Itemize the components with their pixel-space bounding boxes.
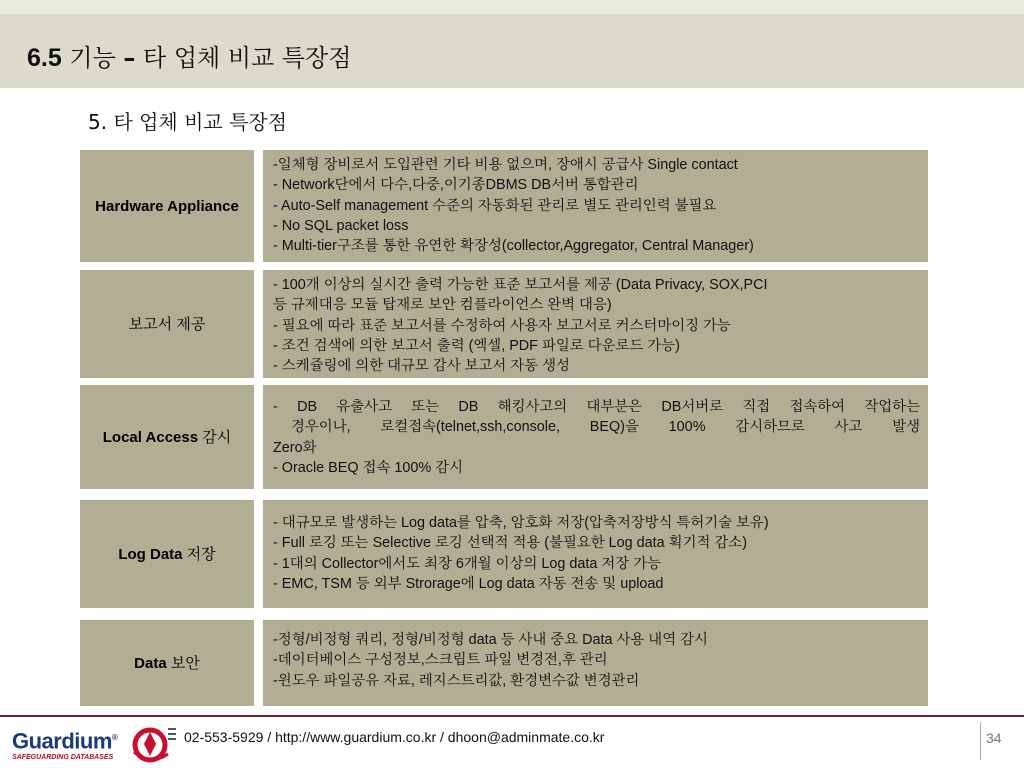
feature-label-tail: 보고서 제공 [128,315,206,333]
description-line: -데이터베이스 구성정보,스크립트 파일 변경전,후 관리 [273,652,608,669]
feature-label [80,270,254,378]
description-line: -윈도우 파일공유 자료, 레지스트리값, 환경변수값 변경관리 [273,672,640,689]
description-line: - 대규모로 발생하는 Log data를 압축, 암호화 저장(압축저장방식 특허기술 보유) [273,515,769,531]
description-line: 등 규제대응 모듈 탑재로 보안 컴플라이언스 완벽 대응) [273,297,612,314]
feature-row-log-data [80,500,928,608]
title-text: 기능 [61,44,124,72]
title-number: 6.5 [27,44,62,72]
feature-row-hardware [80,150,928,262]
feature-label [80,385,254,489]
page-number-divider [980,722,981,760]
feature-row-local-access [80,385,928,489]
feature-label-tail: 감시 [198,428,232,446]
description-line: - No SQL packet loss [273,217,409,234]
feature-description [263,385,928,489]
feature-label-bold: Log Data [118,545,183,563]
feature-label-bold: Data [134,654,167,672]
feature-label [80,150,254,262]
contact-info: 02-553-5929 / http://www.guardium.co.kr / dhoon@adminmate.co.kr [184,729,605,745]
feature-label [80,500,254,608]
feature-row-report [80,270,928,378]
feature-label-bold: Local Access [102,428,199,446]
description-line: - 100개 이상의 실시간 출력 가능한 표준 보고서를 제공 (Data Privacy, SOX,PCI [273,277,768,293]
page-number: 34 [986,730,1002,746]
section-subtitle: 5. 타 업체 비교 특장점 [88,110,288,134]
feature-row-data-security [80,620,928,706]
title-dash: – [123,44,136,72]
feature-label-tail: 보안 [166,654,200,672]
logo-tagline: SAFEGUARDING DATABASES [12,754,114,762]
description-line: - 조건 검색에 의한 보고서 출력 (엑셀, PDF 파일로 다운로드 가능) [273,337,680,354]
guardium-logo-icon [12,726,116,760]
feature-description [263,620,928,706]
feature-label-tail: 저장 [182,545,216,563]
logo-wordmark: Guardium® [12,728,118,754]
description-line: - Full 로깅 또는 Selective 로깅 선택적 적용 (불필요한 Log data 획기적 감소) [273,535,747,552]
registered-mark: ® [111,733,118,742]
feature-description [263,500,928,608]
feature-label [80,620,254,706]
feature-label-bold: Hardware Appliance [95,197,239,215]
feature-description [263,150,928,262]
description-line: - Multi-tier구조를 통한 유연한 확장성(collector,Aggregator, Central Manager) [273,238,754,255]
description-line: - 스케쥴링에 의한 대규모 감사 보고서 자동 생성 [273,358,570,375]
description-line: Zero화 [273,439,317,456]
description-line: - Network단에서 다수,다중,이기종DBMS DB서버 통합관리 [273,177,639,194]
title-tail: 타 업체 비교 특장점 [135,44,352,72]
description-line: -정형/비정형 쿼리, 정형/비정형 data 등 사내 중요 Data 사용 내역 감시 [273,632,708,648]
feature-description [263,270,928,378]
description-line: - 1대의 Collector에서도 최장 6개월 이상의 Log data 저장 가능 [273,555,662,572]
description-line: 경우이나, 로컬접속(telnet,ssh,console, BEQ)을 100% 감시하므로 사고 발생 [291,419,920,436]
slide-title [27,38,351,73]
header-top-band [0,0,1024,14]
description-line: - DB 유출사고 또는 DB 해킹사고의 대부분은 DB서버로 직접 접속하여 작업하는 [273,399,920,415]
partner-logo-icon [128,722,180,764]
description-line: -일체형 장비로서 도입관련 기타 비용 없으며, 장애시 공급사 Single contact [273,157,738,173]
description-line: - Auto-Self management 수준의 자동화된 관리로 별도 관리인력 불필요 [273,197,717,214]
description-line: - EMC, TSM 등 외부 Strorage에 Log data 자동 전송 및 upload [273,575,664,592]
description-line: - 필요에 따라 표준 보고서를 수정하여 사용자 보고서로 커스터마이징 가능 [273,317,731,334]
description-line: - Oracle BEQ 접속 100% 감시 [273,459,463,476]
slide-header [0,0,1024,88]
